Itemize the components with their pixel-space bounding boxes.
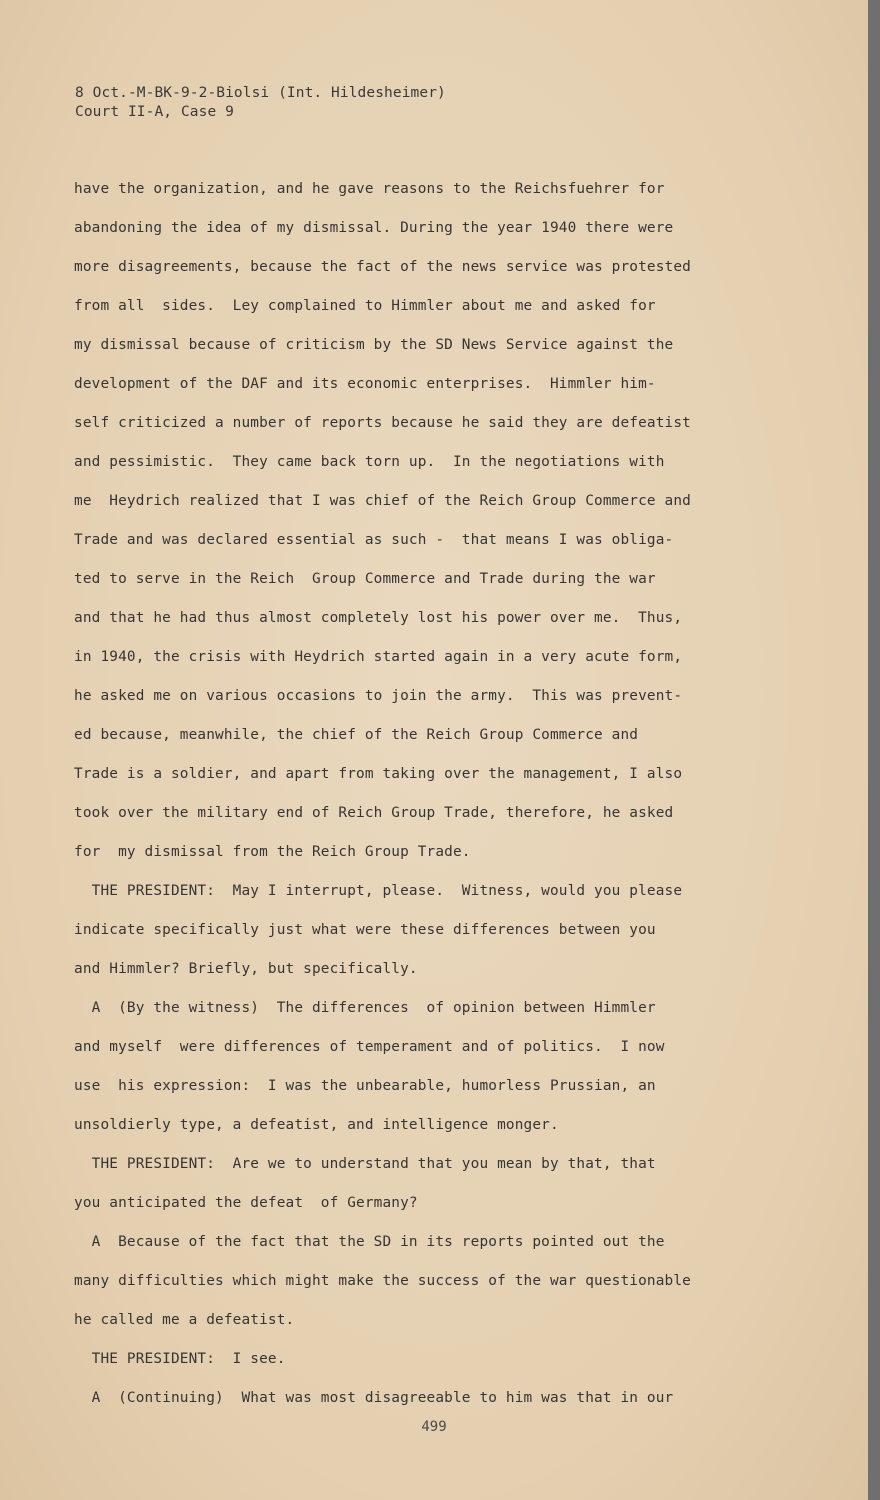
text-line: THE PRESIDENT: I see.: [74, 1351, 286, 1367]
text-line: ed because, meanwhile, the chief of the Reich Group Commerce and: [74, 727, 639, 743]
text-line: have the organization, and he gave reasons to the Reichsfuehrer for: [74, 181, 665, 197]
header-session-line: 8 Oct.-M-BK-9-2-Biolsi (Int. Hildesheimer): [75, 85, 446, 101]
text-line: my dismissal because of criticism by the SD News Service against the: [74, 337, 674, 353]
text-line: you anticipated the defeat of Germany?: [74, 1195, 418, 1211]
page-number: 499: [421, 1419, 447, 1435]
text-line: A (By the witness) The differences of opinion between Himmler: [74, 1000, 656, 1016]
text-line: me Heydrich realized that I was chief of the Reich Group Commerce and: [74, 493, 691, 509]
text-line: THE PRESIDENT: Are we to understand that you mean by that, that: [74, 1156, 656, 1172]
text-line: and myself were differences of temperament and of politics. I now: [74, 1039, 665, 1055]
transcript-body: [74, 178, 764, 1426]
text-line: and that he had thus almost completely lost his power over me. Thus,: [74, 610, 683, 626]
text-line: Trade and was declared essential as such - that means I was obliga-: [74, 532, 674, 548]
text-line: abandoning the idea of my dismissal. During the year 1940 there were: [74, 220, 674, 236]
text-line: he called me a defeatist.: [74, 1312, 295, 1328]
text-line: for my dismissal from the Reich Group Trade.: [74, 844, 471, 860]
text-line: Trade is a soldier, and apart from taking over the management, I also: [74, 766, 683, 782]
text-line: THE PRESIDENT: May I interrupt, please. Witness, would you please: [74, 883, 683, 899]
text-line: and pessimistic. They came back torn up. In the negotiations with: [74, 454, 665, 470]
text-line: more disagreements, because the fact of the news service was protested: [74, 259, 691, 275]
text-line: A Because of the fact that the SD in its reports pointed out the: [74, 1234, 665, 1250]
text-line: use his expression: I was the unbearable, humorless Prussian, an: [74, 1078, 656, 1094]
scan-background-edge: [868, 0, 880, 1500]
text-line: indicate specifically just what were these differences between you: [74, 922, 656, 938]
text-line: many difficulties which might make the success of the war questionable: [74, 1273, 691, 1289]
document-header: [75, 84, 446, 122]
text-line: ted to serve in the Reich Group Commerce and Trade during the war: [74, 571, 656, 587]
text-line: took over the military end of Reich Group Trade, therefore, he asked: [74, 805, 674, 821]
text-line: self criticized a number of reports because he said they are defeatist: [74, 415, 691, 431]
text-line: unsoldierly type, a defeatist, and intelligence monger.: [74, 1117, 559, 1133]
text-line: A (Continuing) What was most disagreeable to him was that in our: [74, 1390, 674, 1406]
text-line: he asked me on various occasions to join the army. This was prevent-: [74, 688, 683, 704]
header-court-line: Court II-A, Case 9: [75, 104, 234, 120]
text-line: and Himmler? Briefly, but specifically.: [74, 961, 418, 977]
text-line: from all sides. Ley complained to Himmler about me and asked for: [74, 298, 656, 314]
text-line: in 1940, the crisis with Heydrich started again in a very acute form,: [74, 649, 683, 665]
text-line: development of the DAF and its economic enterprises. Himmler him-: [74, 376, 656, 392]
